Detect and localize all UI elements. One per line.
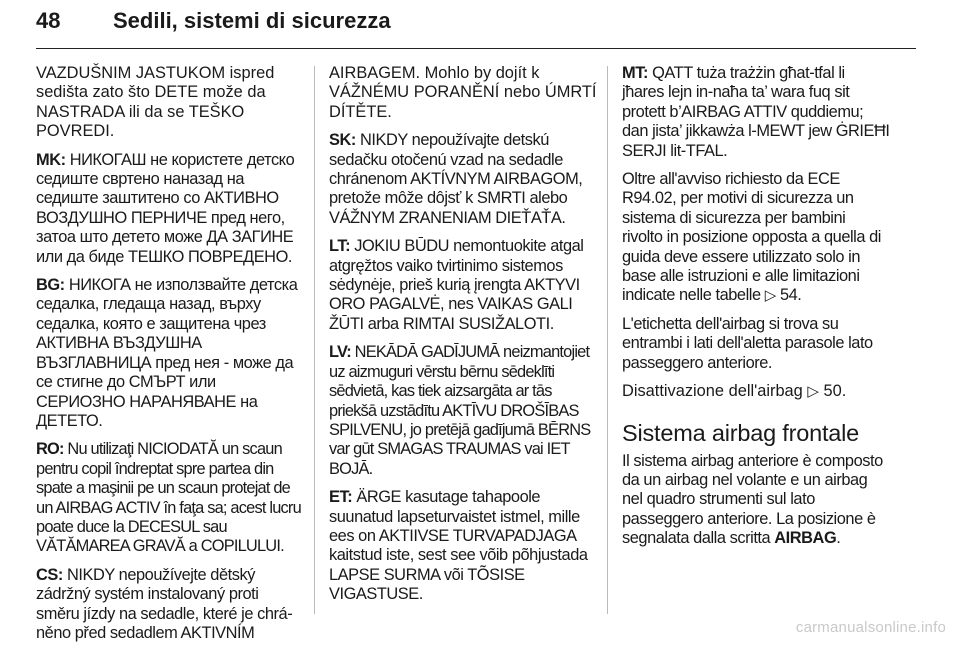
- warning-text: NIKDY nepoužívajte detskú sedačku otočenú vzad na sedadle chránenom AKTÍVNYM AIRBAGOM, pretože môže dôjsť k SMRTI alebo VÁŽNYM ZRANENIAM DIEŤAŤA.: [329, 131, 583, 227]
- warning-mt: [622, 64, 890, 161]
- airbag-label: AIRBAG: [774, 529, 837, 548]
- language-code: MT:: [622, 64, 648, 82]
- warning-text: QATT tuża trażżin għat-tfal li jħares lejn in-naħa ta’ wara fuq sit protett b’AIRBAG ATTIV quddiemu; dan jista’ jikkawża l-MEWT jew ĠRIEĦI SERJI lit-TFAL.: [622, 64, 890, 160]
- paragraph-sr: [36, 64, 302, 142]
- paragraph-cs-cont: [329, 64, 597, 122]
- language-code: LV:: [329, 343, 351, 362]
- column-right: [622, 64, 890, 558]
- page-reference-arrow-icon: ▷: [764, 287, 776, 305]
- warning-text: НИКОГАШ не користете детско седиште свртено наназад на седиште заштитено со АКТИВНО ВОЗДУШНО ПЕРНИЧЕ пред него, затоа што детето може ДА ЗАГИНЕ или да биде ТЕШКО ПОВРЕДЕНО.: [36, 150, 295, 266]
- page-header: [36, 2, 916, 49]
- paragraph-text: Il sistema airbag anteriore è composto da un airbag nel volante e un airbag nel quadro strumenti sul lato passeggero anteriore. La posizione è segnalata dalla scritta: [622, 451, 883, 548]
- paragraph-text: AIRBAGEM. Mohlo by dojít k VÁŽNÉMU PORANĚNÍ nebo ÚMRTÍ DÍTĚTE.: [329, 64, 597, 121]
- language-code: RO:: [36, 440, 64, 459]
- warning-text: ÄRGE kasutage tahapoole suunatud lapseturvaistet istmel, mille ees on AKTIIVSE TURVAPADJAGA kaitstud iste, sest see võib põhjustada LAPSE SURMA või TÕSISE VIGASTUSE.: [329, 488, 588, 604]
- warning-text: NIKDY nepoužívejte dětský zádržný systém instalovaný proti směru jízdy na sedadle, které je chráněno před sedadlem AKTIVNÍM: [36, 565, 293, 642]
- paragraph-label: [622, 315, 890, 373]
- page-number: 48: [36, 8, 61, 33]
- column-divider: [607, 66, 608, 614]
- warning-text: JOKIU BŪDU nemontuokite atgal atgręžtos vaiko tvirtinimo sistemos sėdynėje, prieš kurią įrengta AKTYVI ORO PAGALVĖ, nes VAIKAS GALI ŽŪTI arba RIMTAI SUSIŽALOTI.: [329, 237, 584, 333]
- warning-mk: [36, 151, 302, 267]
- warning-text: НИКОГА не използвайте детска седалка, гледаща назад, върху седалка, която е защитена чрез АКТИВНА ВЪЗДУШНА ВЪЗГЛАВНИЦА пред нея - може да се стигне до СМЪРТ или СЕРИОЗНО НАРАНЯВАНЕ на ДЕТЕТО.: [36, 276, 298, 430]
- paragraph-front-airbag: [622, 452, 890, 549]
- section-title: Sedili, sistemi di sicurezza: [113, 8, 391, 33]
- warning-text: Nu utilizaţi NICIODATĂ un scaun pentru copil îndreptat spre partea din spate a maşinii pe un scaun protejat de un AIRBAG ACTIV în faţa sa; acest lucru poate duce la DECESUL sau VĂTĂMAREA GRAVĂ a COPILULUI.: [36, 440, 301, 556]
- language-code: ET:: [329, 488, 353, 507]
- column-left: [36, 64, 302, 652]
- warning-lt: [329, 237, 597, 334]
- warning-lv: [329, 343, 597, 479]
- language-code: SK:: [329, 131, 356, 150]
- paragraph-text: VAZDUŠNIM JASTUKOM ispred sedišta zato što DETE može da NASTRADA ili da se TEŠKO POVREDI.: [36, 64, 275, 141]
- paragraph-text: Disattivazione dell'airbag: [622, 382, 803, 401]
- warning-ro: [36, 440, 302, 556]
- page-reference-arrow-icon: ▷: [807, 383, 819, 401]
- paragraph-end: .: [836, 529, 841, 548]
- subsection-heading: Sistema airbag frontale: [622, 419, 860, 446]
- warning-bg: [36, 276, 302, 431]
- paragraph-ece: [622, 170, 890, 306]
- warning-text: NEKĀDĀ GADĪJUMĀ neizmantojiet uz aizmuguri vērstu bērnu sēdeklīti sēdvietā, kas tiek aizsargāta ar tās priekšā uzstādītu AKTĪVU DROŠĪBAS SPILVENU, jo pretējā gadījumā BĒRNS var gūt SMAGAS TRAUMAS vai IET BOJĀ.: [329, 343, 591, 478]
- page-reference-link[interactable]: 50.: [823, 382, 847, 401]
- page-reference-link[interactable]: 54.: [779, 286, 802, 305]
- warning-cs: [36, 566, 302, 644]
- warning-sk: [329, 131, 597, 228]
- column-divider: [314, 66, 315, 614]
- warning-et: [329, 488, 597, 604]
- paragraph-text: Oltre all'avviso richiesto da ECE R94.02, per motivi di sicurezza un sistema di sicurezza per bambini rivolto in posizione opposta a quella di guida deve essere utilizzato solo in base alle istruzioni e alle limitazioni indicate nelle tabelle: [622, 170, 882, 305]
- language-code: MK:: [36, 150, 66, 169]
- paragraph-disable: [622, 382, 890, 401]
- language-code: LT:: [329, 237, 351, 256]
- watermark: carmanualsonline.info: [795, 619, 946, 636]
- paragraph-text: L'etichetta dell'airbag si trova su entrambi i lati dell'aletta parasole lato passeggero anteriore.: [622, 314, 873, 372]
- language-code: CS:: [36, 565, 63, 584]
- column-middle: [329, 64, 597, 614]
- language-code: BG:: [36, 276, 65, 295]
